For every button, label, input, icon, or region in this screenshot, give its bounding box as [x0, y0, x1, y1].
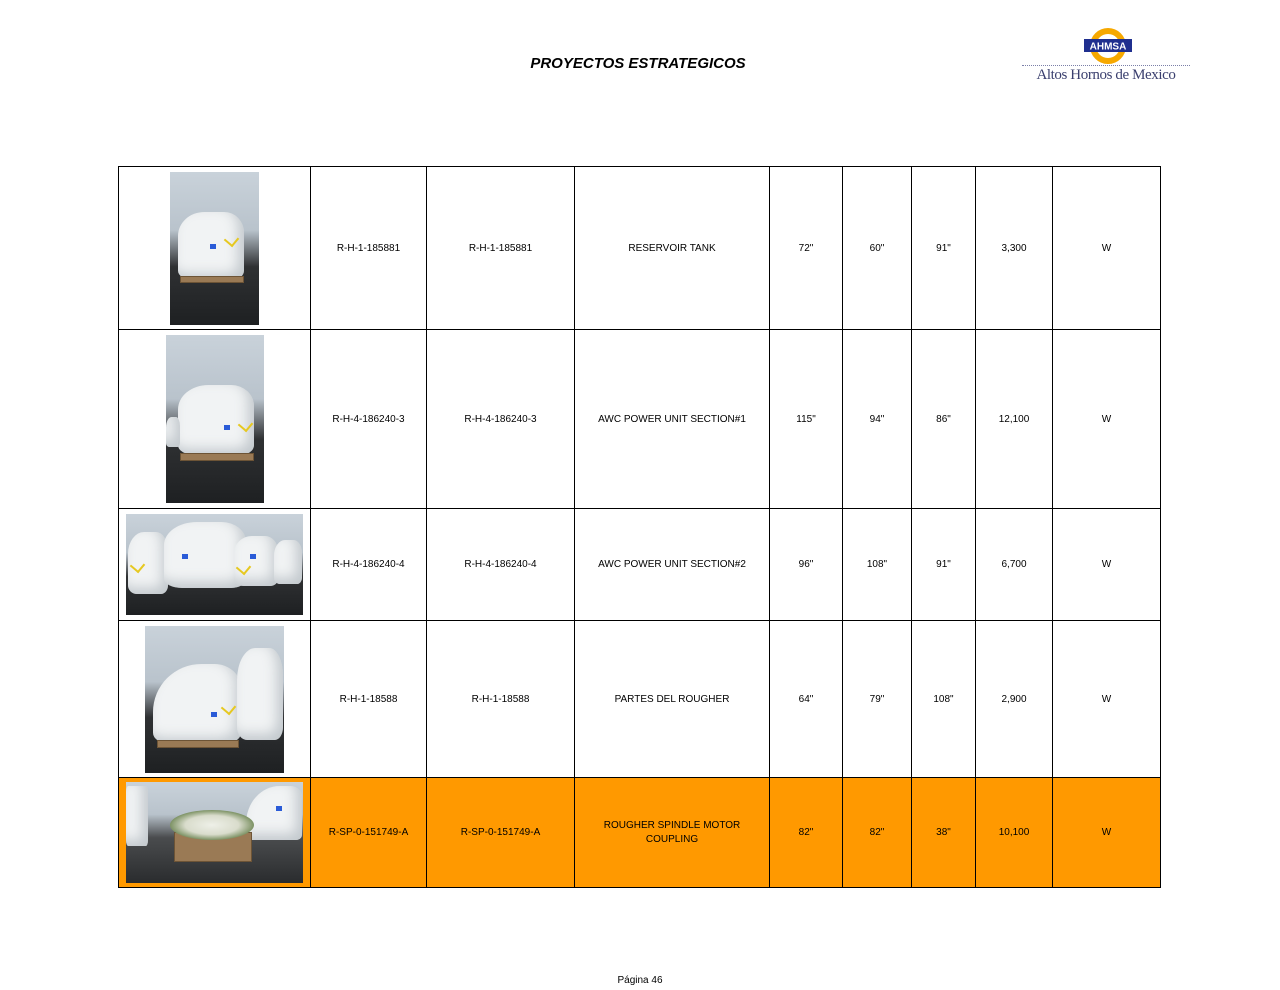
- description-cell: AWC POWER UNIT SECTION#1: [575, 330, 770, 509]
- item-code-cell: R-H-4-186240-4: [311, 509, 427, 621]
- dimension-cell: 82": [770, 778, 843, 888]
- mark-cell: W: [1053, 167, 1161, 330]
- rougher-spindle-coupling-photo: [126, 782, 303, 883]
- weight-cell: 3,300: [976, 167, 1053, 330]
- mark-cell: W: [1053, 621, 1161, 778]
- dimension-cell: 38": [912, 778, 976, 888]
- dimension-cell: 91": [912, 167, 976, 330]
- dimension-cell: 82": [843, 778, 912, 888]
- description-cell: AWC POWER UNIT SECTION#2: [575, 509, 770, 621]
- item-code-cell: R-H-1-18588: [311, 621, 427, 778]
- reservoir-tank-photo: [170, 172, 259, 325]
- item-code-cell: R-H-1-18588: [427, 621, 575, 778]
- item-code-cell: R-H-4-186240-4: [427, 509, 575, 621]
- dimension-cell: 86": [912, 330, 976, 509]
- item-code-cell: R-SP-0-151749-A: [427, 778, 575, 888]
- weight-cell: 12,100: [976, 330, 1053, 509]
- mark-cell: W: [1053, 778, 1161, 888]
- photo-cell: [119, 778, 311, 888]
- dimension-cell: 94": [843, 330, 912, 509]
- awc-power-unit-1-photo: [166, 335, 264, 503]
- weight-cell: 10,100: [976, 778, 1053, 888]
- table-row-highlighted: [119, 778, 1161, 888]
- photo-cell: [119, 330, 311, 509]
- description-cell: PARTES DEL ROUGHER: [575, 621, 770, 778]
- weight-cell: 6,700: [976, 509, 1053, 621]
- mark-cell: W: [1053, 330, 1161, 509]
- equipment-table: [118, 166, 1161, 888]
- dimension-cell: 115": [770, 330, 843, 509]
- mark-cell: W: [1053, 509, 1161, 621]
- page-number: Página 46: [617, 975, 663, 986]
- dimension-cell: 79": [843, 621, 912, 778]
- dimension-cell: 96": [770, 509, 843, 621]
- dimension-cell: 108": [843, 509, 912, 621]
- logo-company-name: Altos Hornos de Mexico: [1036, 67, 1176, 83]
- company-logo: [1020, 26, 1192, 88]
- item-code-cell: R-H-1-185881: [427, 167, 575, 330]
- dimension-cell: 91": [912, 509, 976, 621]
- item-code-cell: R-H-4-186240-3: [427, 330, 575, 509]
- item-code-cell: R-H-1-185881: [311, 167, 427, 330]
- dimension-cell: 64": [770, 621, 843, 778]
- logo-badge-text: AHMSA: [1089, 41, 1127, 53]
- rougher-parts-photo: [145, 626, 284, 773]
- ahmsa-emblem-icon: [1020, 26, 1192, 66]
- table-row: [119, 330, 1161, 509]
- dimension-cell: 108": [912, 621, 976, 778]
- description-cell: RESERVOIR TANK: [575, 167, 770, 330]
- table-row: [119, 167, 1161, 330]
- description-cell: ROUGHER SPINDLE MOTOR COUPLING: [575, 778, 770, 888]
- logo-rule: [1022, 65, 1190, 66]
- table-row: [119, 621, 1161, 778]
- dimension-cell: 72": [770, 167, 843, 330]
- dimension-cell: 60": [843, 167, 912, 330]
- item-code-cell: R-H-4-186240-3: [311, 330, 427, 509]
- page-title: PROYECTOS ESTRATEGICOS: [530, 55, 746, 72]
- weight-cell: 2,900: [976, 621, 1053, 778]
- item-code-cell: R-SP-0-151749-A: [311, 778, 427, 888]
- photo-cell: [119, 167, 311, 330]
- table-row: [119, 509, 1161, 621]
- photo-cell: [119, 621, 311, 778]
- photo-cell: [119, 509, 311, 621]
- awc-power-unit-2-photo: [126, 514, 303, 615]
